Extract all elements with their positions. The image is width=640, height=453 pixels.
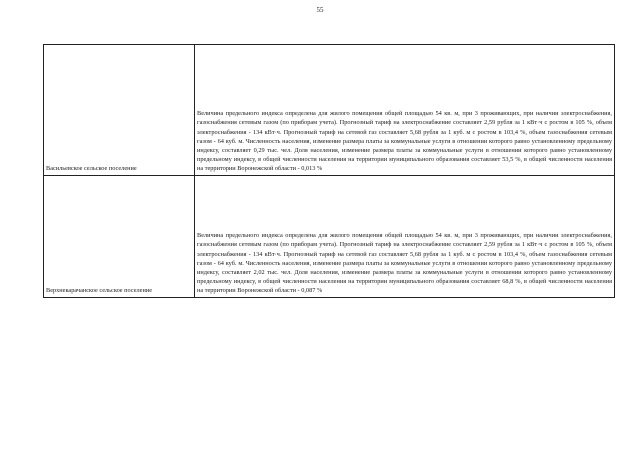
description-cell: [195, 176, 615, 298]
settlement-description: Величина предельного индекса определена для жилого помещения общей площадью 54 кв. м, при 3 проживающих, при наличии электроснабжения, газоснабжения сетевым газом (по приборам учета). Прогнозный тариф на электроснабжение составляет 2,59 рубля за 1 кВт·ч с ростом в 105 %, объем электроснабжения - 134 кВт·ч. Прогнозный тариф на сетевой газ составляет 5,68 рубля за 1 куб. м с ростом в 103,4 %, объем газоснабжения сетевым газом - 64 куб. м. Численность населения, изменение размера платы за коммунальные услуги в отношении которого равно установленному предельному индексу, составляет 2,02 тыс. чел. Доля населения, изменение размера платы за коммунальные услуги в отношении которого равно установленному предельному индексу, в общей численности населения на территории муниципального образования составляет 68,8 %, в общей численности населения на территории Воронежской области - 0,087 %: [197, 232, 612, 294]
settlement-name: Васильевское сельское поселение: [46, 164, 137, 172]
settlements-table: [43, 44, 615, 298]
settlement-name: Верхнекарачанское сельское поселение: [46, 286, 152, 294]
settlement-cell: [44, 176, 195, 298]
table-row: [44, 45, 615, 176]
description-cell: [195, 45, 615, 176]
table-row: [44, 176, 615, 298]
page-number: 55: [316, 6, 324, 14]
settlement-description: Величина предельного индекса определена для жилого помещения общей площадью 54 кв. м, при 3 проживающих, при наличии электроснабжения, газоснабжения сетевым газом (по приборам учета). Прогнозный тариф на электроснабжение составляет 2,59 рубля за 1 кВт·ч с ростом в 105 %, объем электроснабжения - 134 кВт·ч. Прогнозный тариф на сетевой газ составляет 5,68 рубля за 1 куб. м с ростом в 103,4 %, объем газоснабжения сетевым газом - 64 куб. м. Численность населения, изменение размера платы за коммунальные услуги в отношении которого равно установленному предельному индексу, составляет 0,29 тыс. чел. Доля населения, изменение размера платы за коммунальные услуги в отношении которого равно установленному предельному индексу, в общей численности населения на территории муниципального образования составляет 53,5 %, в общей численности населения на территории Воронежской области - 0,013 %: [197, 110, 612, 172]
settlement-cell: [44, 45, 195, 176]
